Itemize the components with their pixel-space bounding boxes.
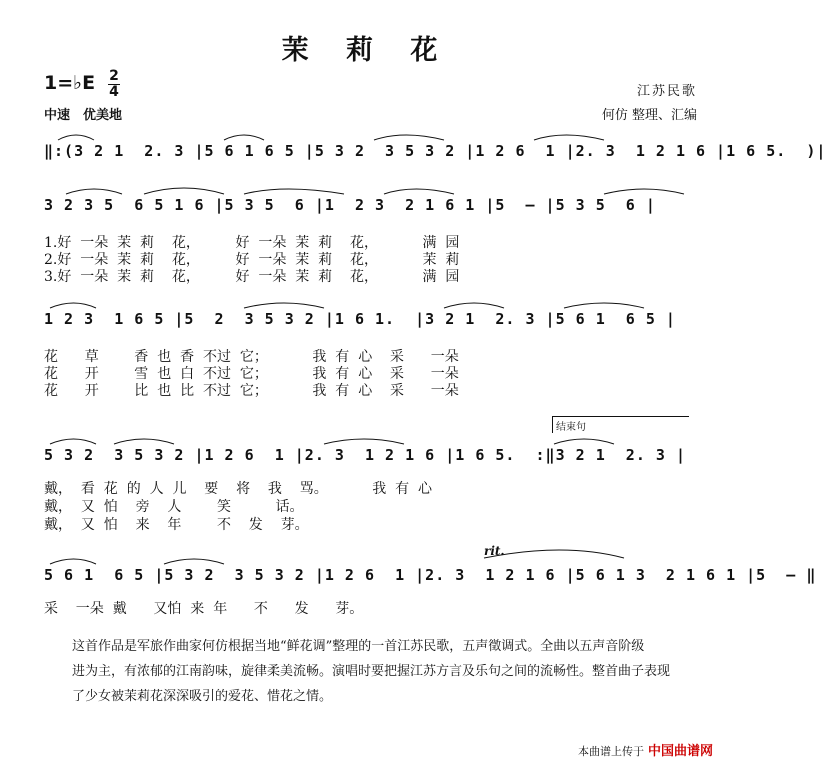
time-top: 2: [109, 68, 119, 84]
time-bottom: 4: [109, 84, 119, 100]
lyric-verse-3-line-2: 花 开 比 也 比 不过 它； 我 有 心 采 一朵: [44, 383, 459, 399]
staff-line-3: [44, 300, 691, 340]
arranger-credit: 何仿 整理、汇编: [601, 108, 697, 123]
time-signature: [108, 69, 120, 100]
lyric-verse-1-line-2: 花 草 香 也 香 不过 它； 我 有 心 采 一朵: [44, 349, 459, 365]
footer-prefix: 本曲谱上传于: [577, 745, 644, 758]
lyric-verse-2-line-3: 戴， 又 怕 旁 人 笑 话。: [44, 499, 304, 515]
lyric-verse-3-line-3: 戴， 又 怕 来 年 不 发 芽。: [44, 517, 309, 533]
lyric-verse-2-line-1: 2.好 一朵 茉 莉 花， 好 一朵 茉 莉 花， 茉 莉: [44, 252, 460, 268]
description-line-1: 这首作品是军旅作曲家何仿根据当地“鲜花调”整理的一首江苏民歌，五声徵调式。全曲以五声音阶级: [72, 639, 645, 654]
song-description: [72, 634, 692, 709]
lyric-verse-3-line-1: 3.好 一朵 茉 莉 花， 好 一朵 茉 莉 花， 满 园: [44, 269, 460, 285]
tempo-marking: 中速 优美地: [44, 108, 123, 123]
staff-line-4: [44, 436, 691, 476]
description-line-3: 了少女被茉莉花深深吸引的爱花、惜花之情。: [72, 689, 333, 704]
notation-line-4: 5 3 2 3 5 3 2 |1 2 6 1 |2. 3 1 2 1 6 |1 6 5. :‖3 2 1 2. 3 |: [44, 446, 686, 464]
notation-line-1: ‖:(3 2 1 2. 3 |5 6 1 6 5 |5 3 2 3 5 3 2 |1 2 6 1 |2. 3 1 2 1 6 |1 6 5. )|: [44, 142, 826, 160]
lyric-verse-1-line-3: 戴， 看 花 的 人 儿 要 将 我 骂。 我 有 心: [44, 481, 433, 497]
footer-credit: [578, 740, 713, 759]
key-signature: 1=♭E: [44, 72, 96, 94]
notation-line-2: 3 2 3 5 6 5 1 6 |5 3 5 6 |1 2 3 2 1 6 1 |5 – |5 3 5 6 |: [44, 196, 656, 214]
description-line-2: 进为主，有浓郁的江南韵味，旋律柔美流畅。演唱时要把握江苏方言及乐句之间的流畅性。整首曲子表现: [72, 664, 671, 679]
site-logo[interactable]: 中国曲谱网: [647, 744, 713, 759]
song-origin: 江苏民歌: [636, 84, 697, 99]
notation-line-3: 1 2 3 1 6 5 |5 2 3 5 3 2 |1 6 1. |3 2 1 2. 3 |5 6 1 6 5 |: [44, 310, 676, 328]
ending-label: 结束句: [552, 416, 689, 433]
notation-line-5: 5 6 1 6 5 |5 3 2 3 5 3 2 |1 2 6 1 |2. 3 1 2 1 6 |5 6 1 3 2 1 6 1 |5 – ‖: [44, 566, 817, 584]
lyric-verse-1-line-1: 1.好 一朵 茉 莉 花， 好 一朵 茉 莉 花， 满 园: [44, 235, 460, 251]
ritardando-marking: rit.: [484, 544, 505, 558]
song-title: 茉 莉 花: [281, 35, 452, 66]
staff-line-5: [44, 556, 817, 596]
staff-line-1: [44, 132, 826, 172]
lyric-verse-2-line-2: 花 开 雪 也 白 不过 它； 我 有 心 采 一朵: [44, 366, 459, 382]
staff-line-2: [44, 186, 691, 226]
lyric-line-4: 采 一朵 戴 又怕 来 年 不 发 芽。: [44, 601, 364, 617]
